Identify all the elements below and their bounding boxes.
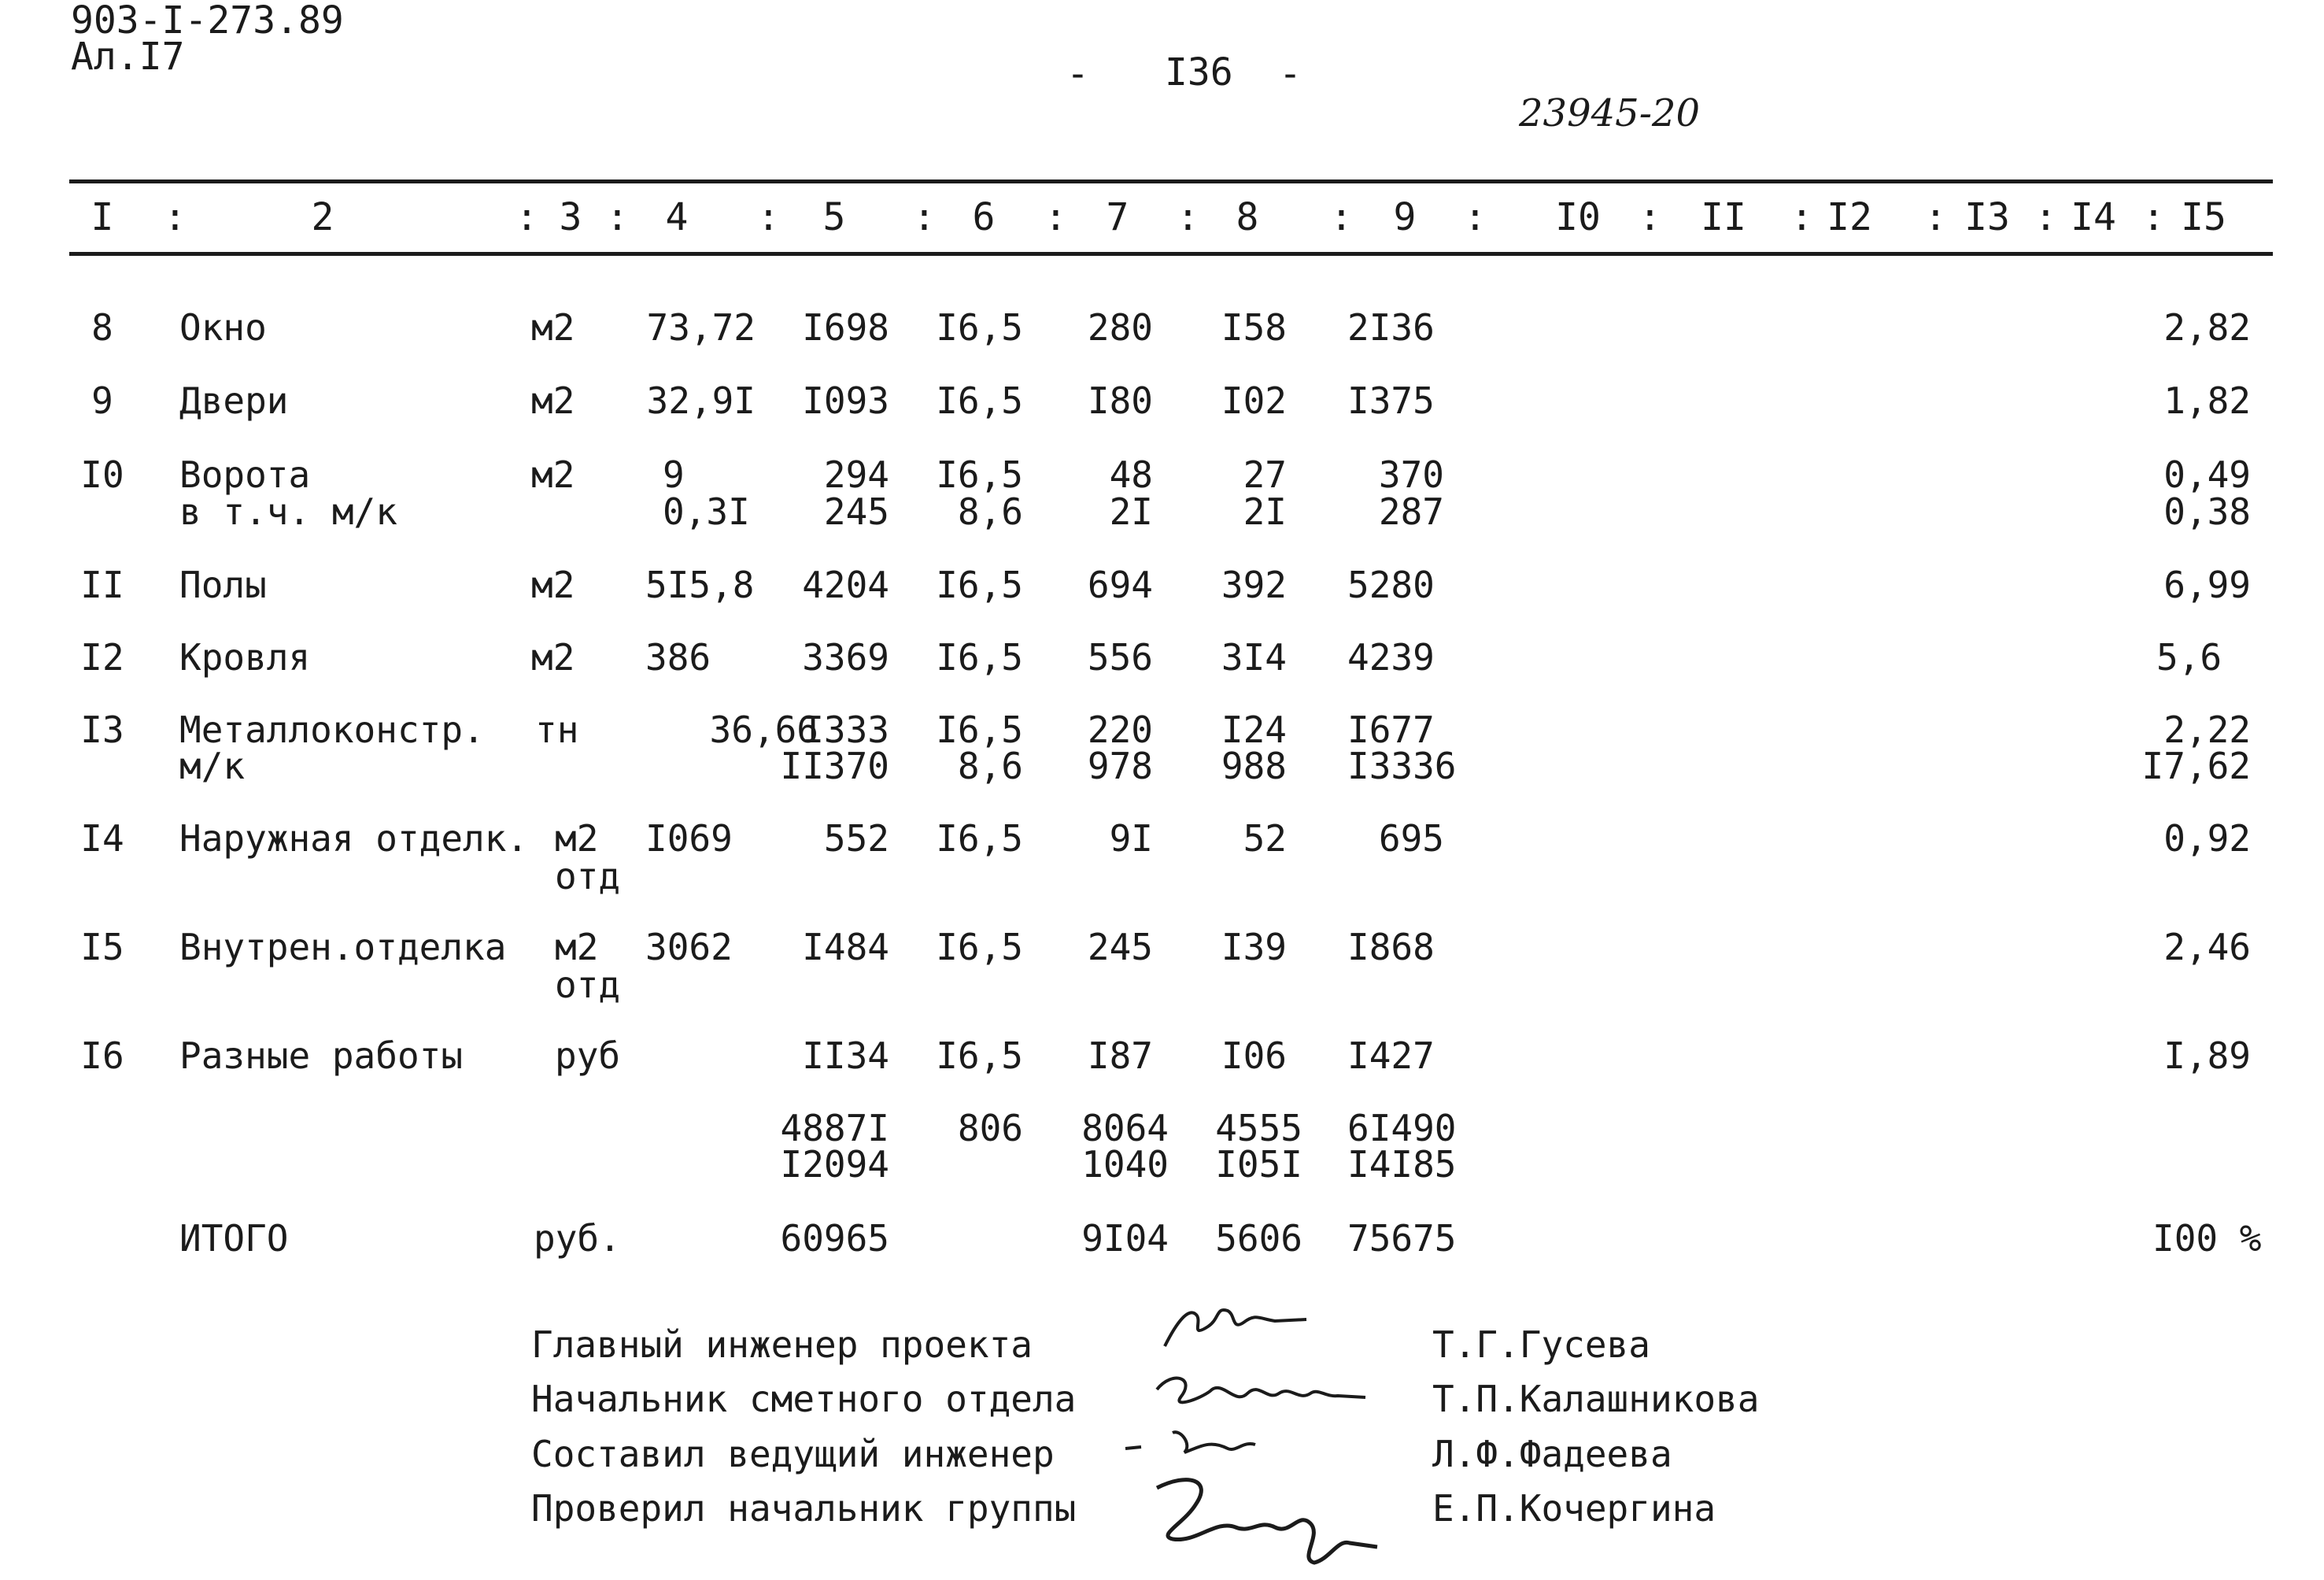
col-header-15: I5 xyxy=(2181,195,2226,239)
unit-note: отд xyxy=(555,855,621,897)
cell-col7: 556 xyxy=(1087,636,1153,679)
cell-col5: I333 xyxy=(802,709,889,751)
subtotal-col7: 8064 xyxy=(1081,1107,1169,1149)
cell-col15: 5,6 xyxy=(2156,636,2222,679)
header-top-rule xyxy=(69,179,2273,183)
signer-name: Т.Г.Гусева xyxy=(1432,1323,1650,1366)
cell-col6: I6,5 xyxy=(936,926,1023,968)
col-header-8: 8 xyxy=(1236,195,1259,239)
col-header-14: I4 xyxy=(2071,195,2116,239)
cell-col4: 36,66 xyxy=(709,709,818,751)
col-separator: : xyxy=(2142,195,2165,239)
subtotal-col7: 1040 xyxy=(1081,1143,1169,1186)
unit: м2 xyxy=(531,453,575,496)
unit: тн xyxy=(535,709,579,751)
cell-col15: 0,92 xyxy=(2163,817,2251,860)
row-number: I3 xyxy=(80,709,124,751)
cell-col6: I6,5 xyxy=(936,379,1023,422)
cell-col7: 9I xyxy=(1109,817,1153,860)
row-number: 9 xyxy=(91,379,113,422)
cell-col7: 2I xyxy=(1109,490,1153,533)
cell-col8: I02 xyxy=(1221,379,1287,422)
cell-col8: 27 xyxy=(1243,453,1287,496)
subtotal-col9: I4I85 xyxy=(1347,1143,1457,1186)
header-bottom-rule xyxy=(69,252,2273,256)
col-separator: : xyxy=(1044,195,1067,239)
signer-role: Начальник сметного отдела xyxy=(531,1378,1077,1420)
col-separator: : xyxy=(1330,195,1353,239)
work-name: Полы xyxy=(179,564,267,606)
page-dash-right: - xyxy=(1279,52,1302,96)
work-name: Окно xyxy=(179,306,267,349)
unit: м2 xyxy=(531,564,575,606)
subtotal-col8: I05I xyxy=(1215,1143,1302,1186)
cell-col15: 2,82 xyxy=(2163,306,2251,349)
cell-col7: 280 xyxy=(1087,306,1153,349)
cell-col7: I80 xyxy=(1087,379,1153,422)
cell-col4: 32,9I xyxy=(646,379,756,422)
col-header-11: II xyxy=(1701,195,1746,239)
cell-col15: 6,99 xyxy=(2163,564,2251,606)
row-number: I0 xyxy=(80,453,124,496)
row-number: I5 xyxy=(80,926,124,968)
cell-col8: I06 xyxy=(1221,1034,1287,1077)
col-header-3: 3 xyxy=(559,195,582,239)
unit: м2 xyxy=(555,817,599,860)
row-number: I4 xyxy=(80,817,124,860)
work-name: м/к xyxy=(179,745,246,787)
signer-role: Проверил начальник группы xyxy=(531,1487,1077,1530)
cell-col6: I6,5 xyxy=(936,636,1023,679)
subtotal-col8: 4555 xyxy=(1215,1107,1302,1149)
cell-col6: I6,5 xyxy=(936,1034,1023,1077)
col-separator: : xyxy=(606,195,629,239)
cell-col6: I6,5 xyxy=(936,453,1023,496)
cell-col6: I6,5 xyxy=(936,306,1023,349)
unit: м2 xyxy=(531,636,575,679)
cell-col9: I677 xyxy=(1347,709,1435,751)
work-name: Наружная отделк. xyxy=(179,817,529,860)
signature-mark xyxy=(1149,1366,1385,1421)
page-number: I36 xyxy=(1165,50,1233,94)
cell-col9: 695 xyxy=(1378,817,1444,860)
total-col5: 60965 xyxy=(780,1217,889,1260)
col-header-13: I3 xyxy=(1964,195,2010,239)
total-unit: руб. xyxy=(534,1217,621,1260)
work-name: Двери xyxy=(179,379,289,422)
cell-col4: 386 xyxy=(645,636,711,679)
cell-col5: I484 xyxy=(802,926,889,968)
col-separator: : xyxy=(757,195,780,239)
work-name: Ворота xyxy=(179,453,311,496)
document-code: 903-I-273.89 xyxy=(71,0,344,43)
unit-note: отд xyxy=(555,964,621,1006)
cell-col4: 9 xyxy=(663,453,685,496)
cell-col4: 5I5,8 xyxy=(645,564,755,606)
unit: руб xyxy=(555,1034,621,1077)
subtotal-col9: 6I490 xyxy=(1347,1107,1457,1149)
total-col7: 9I04 xyxy=(1081,1217,1169,1260)
col-separator: : xyxy=(515,195,538,239)
col-header-9: 9 xyxy=(1393,195,1417,239)
cell-col15: I7,62 xyxy=(2141,745,2251,787)
cell-col8: I39 xyxy=(1221,926,1287,968)
cell-col6: I6,5 xyxy=(936,817,1023,860)
cell-col6: 8,6 xyxy=(957,490,1023,533)
signer-name: Т.П.Калашникова xyxy=(1432,1378,1760,1420)
total-col9: 75675 xyxy=(1347,1217,1457,1260)
work-name: Разные работы xyxy=(179,1034,464,1077)
cell-col8: 3I4 xyxy=(1221,636,1287,679)
col-separator: : xyxy=(1464,195,1487,239)
signer-name: Л.Ф.Фадеева xyxy=(1432,1433,1672,1475)
cell-col4: I069 xyxy=(645,817,733,860)
work-name: Металлоконстр. xyxy=(179,709,485,751)
col-separator: : xyxy=(1177,195,1199,239)
cell-col5: 245 xyxy=(823,490,889,533)
cell-col7: 220 xyxy=(1087,709,1153,751)
row-number: I2 xyxy=(80,636,124,679)
col-separator: : xyxy=(913,195,936,239)
col-header-2: 2 xyxy=(311,195,334,239)
cell-col5: 552 xyxy=(823,817,889,860)
cell-col4: 3062 xyxy=(645,926,733,968)
cell-col5: I093 xyxy=(802,379,889,422)
cell-col9: 287 xyxy=(1378,490,1444,533)
col-header-12: I2 xyxy=(1827,195,1872,239)
col-header-7: 7 xyxy=(1106,195,1129,239)
cell-col8: I24 xyxy=(1221,709,1287,751)
signer-name: Е.П.Кочергина xyxy=(1432,1487,1716,1530)
cell-col5: II34 xyxy=(802,1034,889,1077)
col-separator: : xyxy=(2034,195,2057,239)
cell-col7: 694 xyxy=(1087,564,1153,606)
cell-col9: 4239 xyxy=(1347,636,1435,679)
cell-col7: 245 xyxy=(1087,926,1153,968)
col-header-6: 6 xyxy=(972,195,996,239)
sheet-number: Ал.I7 xyxy=(71,35,185,79)
unit: м2 xyxy=(531,379,575,422)
cell-col5: 294 xyxy=(823,453,889,496)
cell-col6: I6,5 xyxy=(936,564,1023,606)
cell-col15: 0,49 xyxy=(2163,453,2251,496)
cell-col8: 52 xyxy=(1243,817,1287,860)
col-separator: : xyxy=(1639,195,1661,239)
cell-col4: 0,3I xyxy=(663,490,750,533)
subtotal-col5: 4887I xyxy=(780,1107,889,1149)
cell-col9: I375 xyxy=(1347,379,1435,422)
cell-col6: I6,5 xyxy=(936,709,1023,751)
cell-col4: 73,72 xyxy=(646,306,756,349)
col-separator: : xyxy=(164,195,187,239)
cell-col9: I3336 xyxy=(1347,745,1457,787)
col-header-5: 5 xyxy=(822,195,846,239)
work-name: в т.ч. м/к xyxy=(179,490,397,533)
cell-col9: 370 xyxy=(1378,453,1444,496)
cell-col7: 48 xyxy=(1109,453,1153,496)
cell-col5: II370 xyxy=(780,745,889,787)
cell-col9: 2I36 xyxy=(1347,306,1435,349)
work-name: Кровля xyxy=(179,636,311,679)
col-separator: : xyxy=(1790,195,1813,239)
cell-col15: 1,82 xyxy=(2163,379,2251,422)
signature-mark xyxy=(1141,1291,1346,1362)
row-number: I6 xyxy=(80,1034,124,1077)
signature-mark xyxy=(1118,1421,1306,1468)
total-label: ИТОГО xyxy=(179,1217,289,1260)
unit: м2 xyxy=(531,306,575,349)
col-separator: : xyxy=(1924,195,1947,239)
cell-col9: I868 xyxy=(1347,926,1435,968)
subtotal-col5: I2094 xyxy=(780,1143,889,1186)
cell-col6: 8,6 xyxy=(957,745,1023,787)
cell-col15: 0,38 xyxy=(2163,490,2251,533)
total-col15: I00 % xyxy=(2152,1217,2262,1260)
cell-col8: 392 xyxy=(1221,564,1287,606)
signer-role: Составил ведущий инженер xyxy=(531,1433,1055,1475)
cell-col9: 5280 xyxy=(1347,564,1435,606)
cell-col8: I58 xyxy=(1221,306,1287,349)
unit: м2 xyxy=(555,926,599,968)
signature-mark xyxy=(1141,1464,1409,1574)
cell-col15: I,89 xyxy=(2163,1034,2251,1077)
cell-col7: 978 xyxy=(1087,745,1153,787)
inventory-number: 23945-20 xyxy=(1519,91,1700,135)
cell-col15: 2,22 xyxy=(2163,709,2251,751)
subtotal-col6: 806 xyxy=(957,1107,1023,1149)
col-header-4: 4 xyxy=(665,195,689,239)
cell-col8: 2I xyxy=(1243,490,1287,533)
cell-col5: 3369 xyxy=(802,636,889,679)
cell-col5: 4204 xyxy=(802,564,889,606)
col-header-1: I xyxy=(91,195,114,239)
signer-role: Главный инженер проекта xyxy=(531,1323,1033,1366)
work-name: Внутрен.отделка xyxy=(179,926,507,968)
cell-col9: I427 xyxy=(1347,1034,1435,1077)
cell-col7: I87 xyxy=(1087,1034,1153,1077)
row-number: 8 xyxy=(91,306,113,349)
page-dash-left: - xyxy=(1066,52,1089,96)
col-header-10: I0 xyxy=(1555,195,1601,239)
cell-col8: 988 xyxy=(1221,745,1287,787)
cell-col5: I698 xyxy=(802,306,889,349)
total-col8: 5606 xyxy=(1215,1217,1302,1260)
row-number: II xyxy=(80,564,124,606)
cell-col15: 2,46 xyxy=(2163,926,2251,968)
